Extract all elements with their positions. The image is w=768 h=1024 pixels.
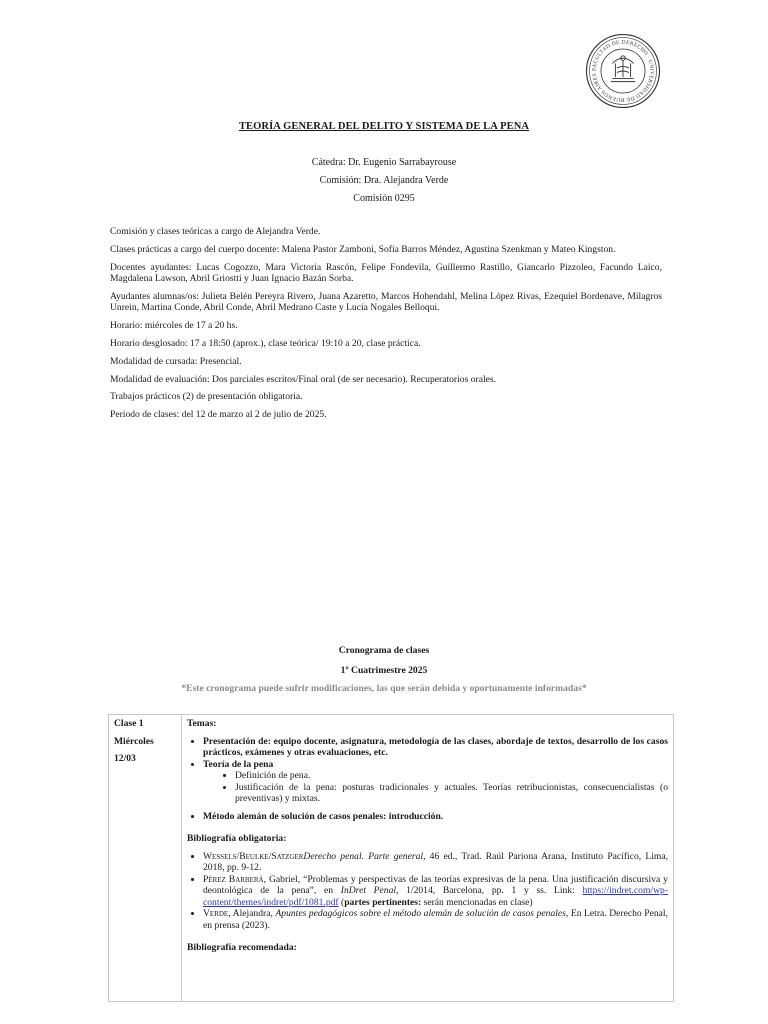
b2-bold: partes pertinentes: bbox=[344, 896, 422, 908]
cronograma-title: Cronograma de clases bbox=[338, 645, 430, 656]
info-line-horario: Horario: miércoles de 17 a 20 hs. bbox=[110, 320, 238, 332]
class-info-cell bbox=[109, 715, 182, 1002]
course-info bbox=[110, 226, 662, 427]
topic-teoria-pena-label: Teoría de la pena bbox=[203, 758, 274, 770]
topic-presentacion: • Presentación de: equipo docente, asignatura, metodología de las clases, abordaje de textos, desarrollo de los casos prácticos, exámenes y otras evaluaciones, etc. bbox=[203, 736, 668, 759]
info-line-teoricas: Comisión y clases teóricas a cargo de Alejandra Verde. bbox=[110, 226, 321, 237]
b2-journal: InDret Penal bbox=[340, 885, 397, 896]
b3-text2: , En Letra. Derecho Penal, en prensa (2023). bbox=[203, 908, 668, 931]
info-line-modalidad-evaluacion: Modalidad de evaluación: Dos parciales escritos/Final oral (de ser necesario). Recuperatorios orales. bbox=[110, 373, 497, 385]
catedra-line: Cátedra: Dr. Eugenio Sarrabayrouse bbox=[311, 157, 457, 168]
subtopics-list bbox=[203, 770, 668, 805]
b1-author: Wessels/Beulke/Satzger bbox=[203, 850, 304, 862]
biblio-obligatoria-heading: Bibliografía obligatoria: bbox=[187, 833, 287, 844]
info-line-horario-desglosado: Horario desglosado: 17 a 18:50 (aprox.), clase teórica/ 19:10 a 20, clase práctica. bbox=[110, 337, 421, 349]
b1-rest: , 46 ed., Trad. Raúl Pariona Arana, Instituto Pacífico, Lima, 2018, pp. 9-12. bbox=[203, 850, 669, 873]
university-seal-logo bbox=[585, 33, 661, 109]
subtopic-justificacion: • Justificación de la pena: posturas tradicionales y actuales. Teorías retribucionistas, consecuencialistas (o preventivas) y mixtas. bbox=[235, 782, 668, 805]
comision-docente-line: Comisión: Dra. Alejandra Verde bbox=[319, 175, 449, 186]
class-date: 12/03 bbox=[114, 753, 136, 764]
document-title: TEORÍA GENERAL DEL DELITO Y SISTEMA DE LA PENA bbox=[238, 121, 530, 132]
class-content-cell bbox=[182, 715, 674, 1002]
class-day: Miércoles bbox=[114, 735, 154, 747]
temas-heading: Temas: bbox=[187, 718, 217, 729]
schedule-table bbox=[108, 714, 674, 1002]
info-line-modalidad-cursada: Modalidad de cursada: Presencial. bbox=[110, 355, 242, 367]
bibliography-list bbox=[187, 851, 668, 932]
b2-author: Pérez Barberá bbox=[203, 873, 264, 885]
cronograma-subtitle: 1º Cuatrimestre 2025 bbox=[340, 665, 428, 676]
b1-title: Derecho penal. Parte general bbox=[303, 850, 424, 862]
b2-text2: , 1/2014, Barcelona, pp. 1 y ss. Link: bbox=[396, 885, 583, 896]
bibliography-item bbox=[203, 874, 668, 909]
info-line-practicas: Clases prácticas a cargo del cuerpo docente: Malena Pastor Zamboni, Sofía Barros Méndez, Agustina Szenkman y Mateo Kingston. bbox=[110, 243, 616, 255]
info-line-ayudantes-alumnos: Ayudantes alumnas/os: Julieta Belén Pereyra Rivero, Juana Azaretto, Marcos Hohendahl, Melina López Rivas, Ezequiel Bordenave, Milagros Unrein, Martina Conde, Abril Conde, Abril Medrano Caste y Lucía Nogales Belloqui. bbox=[110, 290, 662, 314]
svg-text:FACULTAD DE DERECHO · UNIVERSI: FACULTAD DE DERECHO · UNIVERSIDAD DE BUENOS AIRES bbox=[591, 39, 655, 103]
b3-title: Apuntes pedagógicos sobre el método alemán de solución de casos penales bbox=[275, 908, 566, 919]
table-row bbox=[109, 715, 674, 1002]
indret-link[interactable]: https://indret.com/wp-content/themes/indret/pdf/1081.pdf bbox=[203, 885, 668, 908]
topic-teoria-pena bbox=[203, 759, 668, 805]
info-line-periodo: Período de clases: del 12 de marzo al 2 de julio de 2025. bbox=[110, 409, 327, 421]
class-label: Clase 1 bbox=[114, 718, 144, 729]
b2-text3: ( bbox=[338, 896, 345, 908]
comision-numero-line: Comisión 0295 bbox=[353, 193, 415, 204]
b2-text1: , Gabriel, “Problemas y perspectivas de las teorías expresivas de la pena. Una justificación discursiva y deontológica de la pena”, en bbox=[203, 873, 668, 896]
topic-metodo-aleman: • Método alemán de solución de casos penales: introducción. bbox=[203, 811, 668, 823]
b3-author: Verde bbox=[203, 908, 229, 919]
topics-list bbox=[187, 736, 668, 805]
b3-text1: , Alejandra, bbox=[228, 908, 276, 919]
topics-list-2 bbox=[187, 811, 668, 823]
b2-text4: serán mencionadas en clase) bbox=[421, 896, 533, 908]
subtopic-definicion: • Definición de pena. bbox=[235, 770, 668, 782]
info-line-trabajos-practicos: Trabajos prácticos (2) de presentación obligatoria. bbox=[110, 391, 303, 403]
cronograma-note: *Este cronograma puede sufrir modificaciones, las que serán debida y oportunamente informadas* bbox=[181, 683, 587, 694]
bibliography-item bbox=[203, 851, 668, 874]
info-line-docentes-ayudantes: Docentes ayudantes: Lucas Cogozzo, Mara Victoria Rascón, Felipe Fondevila, Guillermo Rastillo, Giancarlo Pizzoleo, Facundo Laico, Magdalena Lawson, Abril Griostti y Juan Ignacio Bazán Sorba. bbox=[110, 261, 662, 285]
biblio-recomendada-heading: Bibliografía recomendada: bbox=[187, 942, 297, 953]
bibliography-item bbox=[203, 908, 668, 931]
